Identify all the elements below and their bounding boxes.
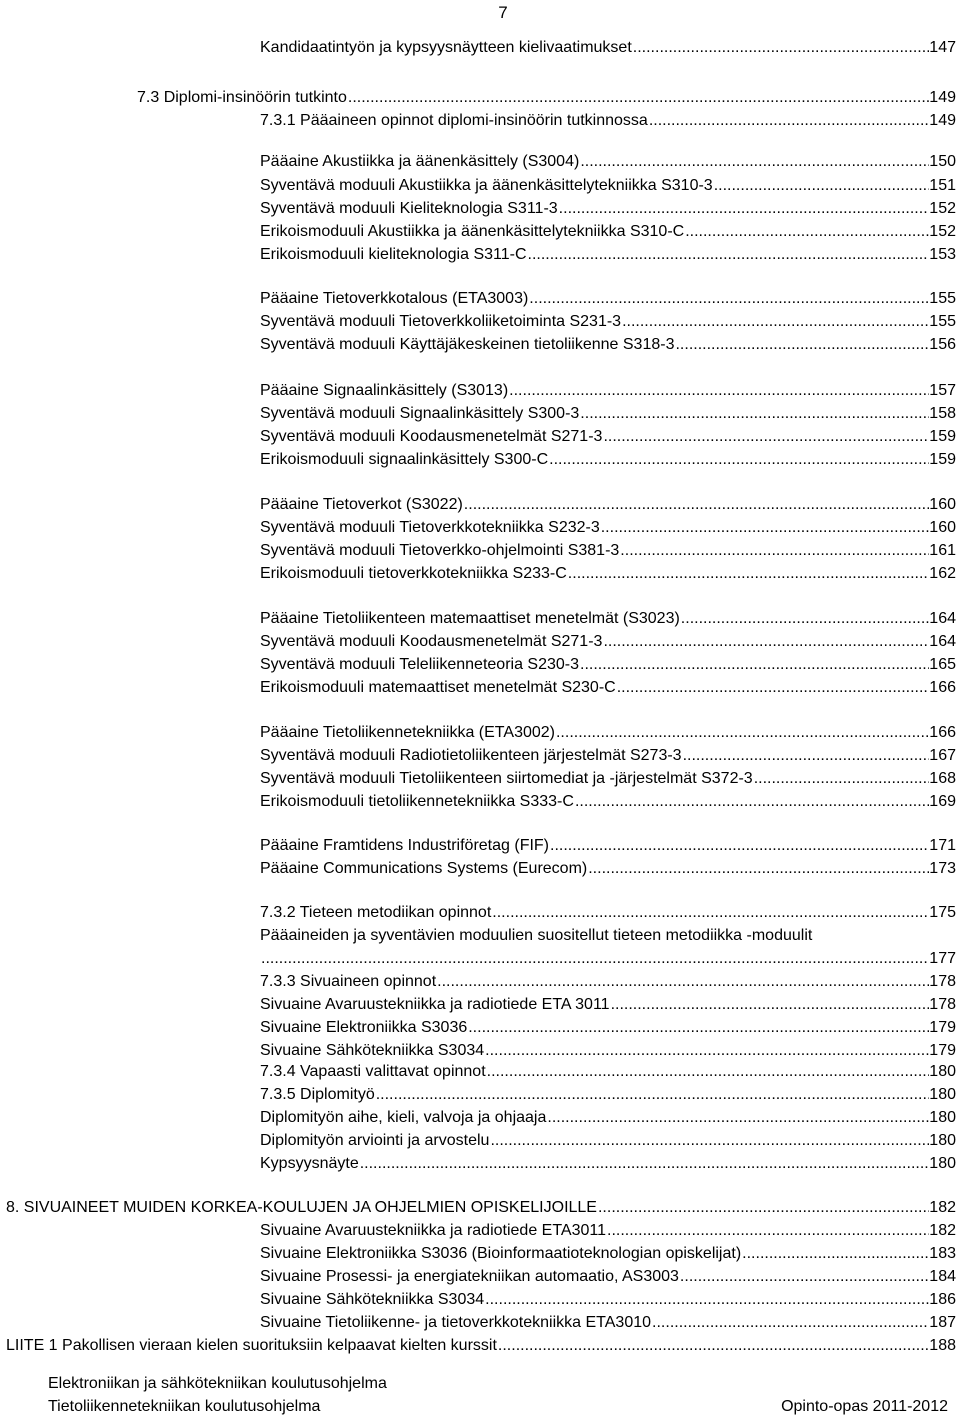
toc-page-number: 187 [929, 1314, 956, 1331]
toc-entry[interactable] [260, 311, 956, 333]
toc-page-number: 173 [929, 860, 956, 877]
toc-dot-leader [486, 1061, 930, 1083]
toc-dot-leader [548, 449, 929, 471]
toc-page-number: 180 [929, 1086, 956, 1103]
toc-dot-leader [508, 380, 929, 402]
toc-dot-leader [602, 631, 929, 653]
toc-entry[interactable] [260, 221, 956, 243]
toc-entry[interactable] [260, 1289, 956, 1311]
toc-entry-title: 7.3.1 Pääaineen opinnot diplomi-insinöörin tutkinnossa [260, 112, 648, 129]
toc-page-number: 178 [929, 996, 956, 1013]
toc-entry[interactable] [260, 971, 956, 993]
toc-page-number: 151 [929, 177, 956, 194]
toc-entry[interactable] [260, 1220, 956, 1242]
toc-page-number: 160 [929, 519, 956, 536]
toc-page-number: 186 [929, 1291, 956, 1308]
toc-entry-title: Sivuaine Avaruustekniikka ja radiotiede ETA3011 [260, 1222, 606, 1239]
toc-entry[interactable] [260, 835, 956, 857]
toc-entry[interactable] [260, 380, 956, 402]
toc-entry[interactable] [260, 768, 956, 790]
toc-entry[interactable] [260, 858, 956, 880]
toc-dot-leader [579, 403, 929, 425]
toc-entry-title: Pääaine Tietoverkot (S3022) [260, 496, 463, 513]
footer-program-electronics: Elektroniikan ja sähkötekniikan koulutusohjelma [48, 1375, 387, 1392]
toc-entry-title: Pääaine Signaalinkäsittely (S3013) [260, 382, 509, 399]
toc-entry[interactable] [260, 654, 956, 676]
toc-entry-title: Sivuaine Elektroniikka S3036 (Bioinformaatioteknologian opiskelijat) [260, 1245, 742, 1262]
toc-entry-title: Pääaine Tietoliikenteen matemaattiset menetelmät (S3023) [260, 610, 680, 627]
toc-page-number: 169 [929, 793, 956, 810]
toc-dot-leader [574, 791, 929, 813]
toc-entry-title: LIITE 1 Pakollisen vieraan kielen suorituksiin kelpaavat kielten kurssit [6, 1337, 497, 1354]
toc-dot-leader [619, 540, 929, 562]
toc-page-number: 158 [929, 405, 956, 422]
toc-dot-leader [260, 948, 929, 970]
toc-dot-leader [597, 1197, 929, 1219]
toc-entry[interactable] [260, 791, 956, 813]
toc-dot-leader [436, 971, 929, 993]
toc-dot-leader [528, 288, 929, 310]
toc-page-number: 147 [929, 39, 956, 56]
toc-entry[interactable] [260, 334, 956, 356]
toc-dot-leader [600, 517, 930, 539]
toc-dot-leader [682, 745, 930, 767]
toc-entry[interactable] [260, 1061, 956, 1083]
toc-dot-leader [484, 1289, 929, 1311]
toc-page-number: 149 [929, 112, 956, 129]
toc-dot-leader [651, 1312, 929, 1334]
toc-entry-title: Sivuaine Tietoliikenne- ja tietoverkkotekniikka ETA3010 [260, 1314, 652, 1331]
toc-entry-title: Syventävä moduuli Tietoverkkoliiketoiminta S231-3 [260, 313, 622, 330]
toc-page-number: 159 [929, 451, 956, 468]
toc-dot-leader [648, 110, 929, 132]
toc-entry[interactable] [260, 449, 956, 471]
toc-entry-title: 7.3.3 Sivuaineen opinnot [260, 973, 437, 990]
toc-dot-leader [674, 334, 929, 356]
toc-entry[interactable] [6, 1335, 956, 1357]
toc-entry-title: Erikoismoduuli tietoverkkotekniikka S233-C [260, 565, 567, 582]
toc-dot-leader [610, 994, 930, 1016]
toc-entry[interactable] [260, 1107, 956, 1129]
toc-entry-title: Syventävä moduuli Akustiikka ja äänenkäsittelytekniikka S310-3 [260, 177, 713, 194]
toc-dot-leader [347, 87, 929, 109]
toc-page-number: 152 [929, 223, 956, 240]
toc-dot-leader [527, 244, 930, 266]
toc-dot-leader [632, 37, 930, 59]
toc-entry-title: Syventävä moduuli Radiotietoliikenteen järjestelmät S273-3 [260, 747, 682, 764]
toc-entry[interactable] [260, 1153, 956, 1175]
toc-entry[interactable] [260, 1130, 956, 1152]
toc-dot-leader [467, 1017, 929, 1039]
toc-page-number: 155 [929, 290, 956, 307]
toc-entry-title: Erikoismoduuli tietoliikennetekniikka S333-C [260, 793, 574, 810]
toc-page-number: 161 [929, 542, 956, 559]
toc-page-number: 164 [929, 633, 956, 650]
toc-dot-leader [606, 1220, 929, 1242]
toc-entry-title: Sivuaine Avaruustekniikka ja radiotiede ETA 3011 [260, 996, 610, 1013]
toc-entry-title: Sivuaine Sähkötekniikka S3034 [260, 1291, 485, 1308]
toc-dot-leader [558, 198, 930, 220]
toc-entry-title: Syventävä moduuli Tietoverkkotekniikka S232-3 [260, 519, 600, 536]
toc-dot-leader [587, 858, 929, 880]
toc-entry-title: Pääaine Akustiikka ja äänenkäsittely (S3004) [260, 153, 580, 170]
toc-entry[interactable] [260, 1312, 956, 1334]
toc-entry[interactable] [260, 244, 956, 266]
toc-dot-leader [679, 1266, 929, 1288]
toc-entry[interactable] [260, 677, 956, 699]
toc-dot-leader [375, 1084, 930, 1106]
toc-entry[interactable] [260, 288, 956, 310]
toc-page-number: 164 [929, 610, 956, 627]
toc-dot-leader [602, 426, 929, 448]
toc-dot-leader [497, 1335, 929, 1357]
toc-entry-title: Syventävä moduuli Teleliikenneteoria S230-3 [260, 656, 580, 673]
toc-entry[interactable] [260, 902, 956, 924]
toc-dot-leader [684, 221, 929, 243]
toc-entry-title: Erikoismoduuli signaalinkäsittely S300-C [260, 451, 549, 468]
toc-page-number: 180 [929, 1063, 956, 1080]
toc-page-number: 159 [929, 428, 956, 445]
toc-page-number: 180 [929, 1155, 956, 1172]
toc-entry-title: Diplomityön arviointi ja arvostelu [260, 1132, 490, 1149]
toc-entry-title: 7.3.4 Vapaasti valittavat opinnot [260, 1063, 486, 1080]
toc-page-number: 149 [929, 89, 956, 106]
toc-page-number: 156 [929, 336, 956, 353]
toc-entry[interactable] [137, 87, 956, 109]
toc-entry[interactable] [260, 1040, 956, 1062]
toc-entry[interactable] [260, 563, 956, 585]
toc-entry[interactable] [260, 110, 956, 132]
toc-entry-title: Syventävä moduuli Tietoverkko-ohjelmointi S381-3 [260, 542, 620, 559]
toc-entry-title: Syventävä moduuli Kieliteknologia S311-3 [260, 200, 558, 217]
toc-dot-leader [741, 1243, 929, 1265]
toc-entry[interactable] [260, 37, 956, 59]
toc-entry-title: Syventävä moduuli Koodausmenetelmät S271-3 [260, 428, 603, 445]
toc-dot-leader [359, 1153, 930, 1175]
toc-entry-title: Sivuaine Prosessi- ja energiatekniikan automaatio, AS3003 [260, 1268, 679, 1285]
toc-page-number: 179 [929, 1019, 956, 1036]
toc-entry[interactable] [260, 1084, 956, 1106]
toc-dot-leader [549, 835, 929, 857]
toc-entry[interactable] [260, 1243, 956, 1265]
toc-entry-title: Diplomityön aihe, kieli, valvoja ja ohjaaja [260, 1109, 547, 1126]
toc-entry[interactable] [260, 722, 956, 744]
toc-entry-title: Pääaineiden ja syventävien moduulien suositellut tieteen metodiikka -moduulit [260, 927, 813, 944]
toc-entry-title: 8. SIVUAINEET MUIDEN KORKEA-KOULUJEN JA OHJELMIEN OPISKELIJOILLE [6, 1199, 597, 1216]
toc-entry-title: 7.3.2 Tieteen metodiikan opinnot [260, 904, 492, 921]
toc-page-number: 180 [929, 1132, 956, 1149]
toc-dot-leader [491, 902, 929, 924]
footer-guide-year: Opinto-opas 2011-2012 [781, 1398, 948, 1415]
toc-page-number: 179 [929, 1042, 956, 1059]
toc-page-number: 183 [929, 1245, 956, 1262]
toc-page-number: 182 [929, 1222, 956, 1239]
toc-dot-leader [463, 494, 930, 516]
toc-entry-title: 7.3 Diplomi-insinöörin tutkinto [137, 89, 347, 106]
toc-entry[interactable] [260, 151, 956, 173]
toc-entry-title: Syventävä moduuli Koodausmenetelmät S271-3 [260, 633, 603, 650]
toc-page-number: 180 [929, 1109, 956, 1126]
toc-entry[interactable] [260, 494, 956, 516]
toc-page-number: 184 [929, 1268, 956, 1285]
toc-page-number: 157 [929, 382, 956, 399]
toc-entry-title: Erikoismoduuli Akustiikka ja äänenkäsittelytekniikka S310-C [260, 223, 685, 240]
toc-dot-leader [579, 151, 929, 173]
toc-entry-title: Erikoismoduuli matemaattiset menetelmät S230-C [260, 679, 616, 696]
toc-entry[interactable] [260, 403, 956, 425]
toc-entry[interactable] [260, 608, 956, 630]
toc-dot-leader [713, 175, 930, 197]
toc-page-number: 166 [929, 679, 956, 696]
toc-entry[interactable] [260, 631, 956, 653]
toc-entry-title: Kypsyysnäyte [260, 1155, 359, 1172]
toc-entry[interactable] [260, 1266, 956, 1288]
toc-dot-leader [484, 1040, 929, 1062]
toc-entry-title: Sivuaine Sähkötekniikka S3034 [260, 1042, 485, 1059]
toc-dot-leader [546, 1107, 929, 1129]
toc-page-number: 155 [929, 313, 956, 330]
toc-entry[interactable] [260, 175, 956, 197]
toc-dot-leader [616, 677, 930, 699]
toc-entry-title: 7.3.5 Diplomityö [260, 1086, 375, 1103]
toc-entry[interactable] [260, 426, 956, 448]
toc-entry-title: Kandidaatintyön ja kypsyysnäytteen kielivaatimukset [260, 39, 632, 56]
toc-page-number: 153 [929, 246, 956, 263]
page-number: 7 [498, 3, 508, 22]
toc-entry[interactable] [260, 517, 956, 539]
toc-dot-leader [489, 1130, 929, 1152]
toc-dot-leader [621, 311, 929, 333]
toc-page-number: 160 [929, 496, 956, 513]
toc-page-number: 150 [929, 153, 956, 170]
toc-entry[interactable] [260, 540, 956, 562]
toc-page-number: 168 [929, 770, 956, 787]
toc-entry[interactable] [260, 948, 956, 970]
toc-page-number: 175 [929, 904, 956, 921]
toc-page-number: 182 [929, 1199, 956, 1216]
toc-entry-title: Erikoismoduuli kieliteknologia S311-C [260, 246, 527, 263]
toc-page-number: 171 [929, 837, 956, 854]
toc-entry-title: Syventävä moduuli Signaalinkäsittely S300-3 [260, 405, 580, 422]
toc-entry-title: Sivuaine Elektroniikka S3036 [260, 1019, 468, 1036]
toc-dot-leader [555, 722, 929, 744]
toc-entry-title: Pääaine Tietoliikennetekniikka (ETA3002) [260, 724, 555, 741]
toc-page-number: 165 [929, 656, 956, 673]
toc-entry[interactable] [260, 994, 956, 1016]
toc-page-number: 177 [929, 950, 956, 967]
toc-entry[interactable] [260, 198, 956, 220]
toc-dot-leader [567, 563, 930, 585]
toc-page-number: 166 [929, 724, 956, 741]
toc-entry-title: Syventävä moduuli Käyttäjäkeskeinen tietoliikenne S318-3 [260, 336, 675, 353]
footer-program-telecom: Tietoliikennetekniikan koulutusohjelma [48, 1398, 321, 1415]
toc-dot-leader [680, 608, 930, 630]
toc-page-number: 167 [929, 747, 956, 764]
toc-dot-leader [753, 768, 930, 790]
toc-entry-title: Pääaine Communications Systems (Eurecom) [260, 860, 588, 877]
toc-entry[interactable] [6, 1197, 956, 1219]
toc-page-number: 162 [929, 565, 956, 582]
toc-page-number: 152 [929, 200, 956, 217]
toc-entry-title: Syventävä moduuli Tietoliikenteen siirtomediat ja -järjestelmät S372-3 [260, 770, 753, 787]
toc-dot-leader [579, 654, 929, 676]
toc-entry[interactable] [260, 1017, 956, 1039]
toc-entry-title: Pääaine Framtidens Industriföretag (FIF) [260, 837, 550, 854]
toc-page-number: 178 [929, 973, 956, 990]
toc-entry[interactable] [260, 745, 956, 767]
toc-page-number: 188 [929, 1337, 956, 1354]
toc-entry-title: Pääaine Tietoverkkotalous (ETA3003) [260, 290, 529, 307]
